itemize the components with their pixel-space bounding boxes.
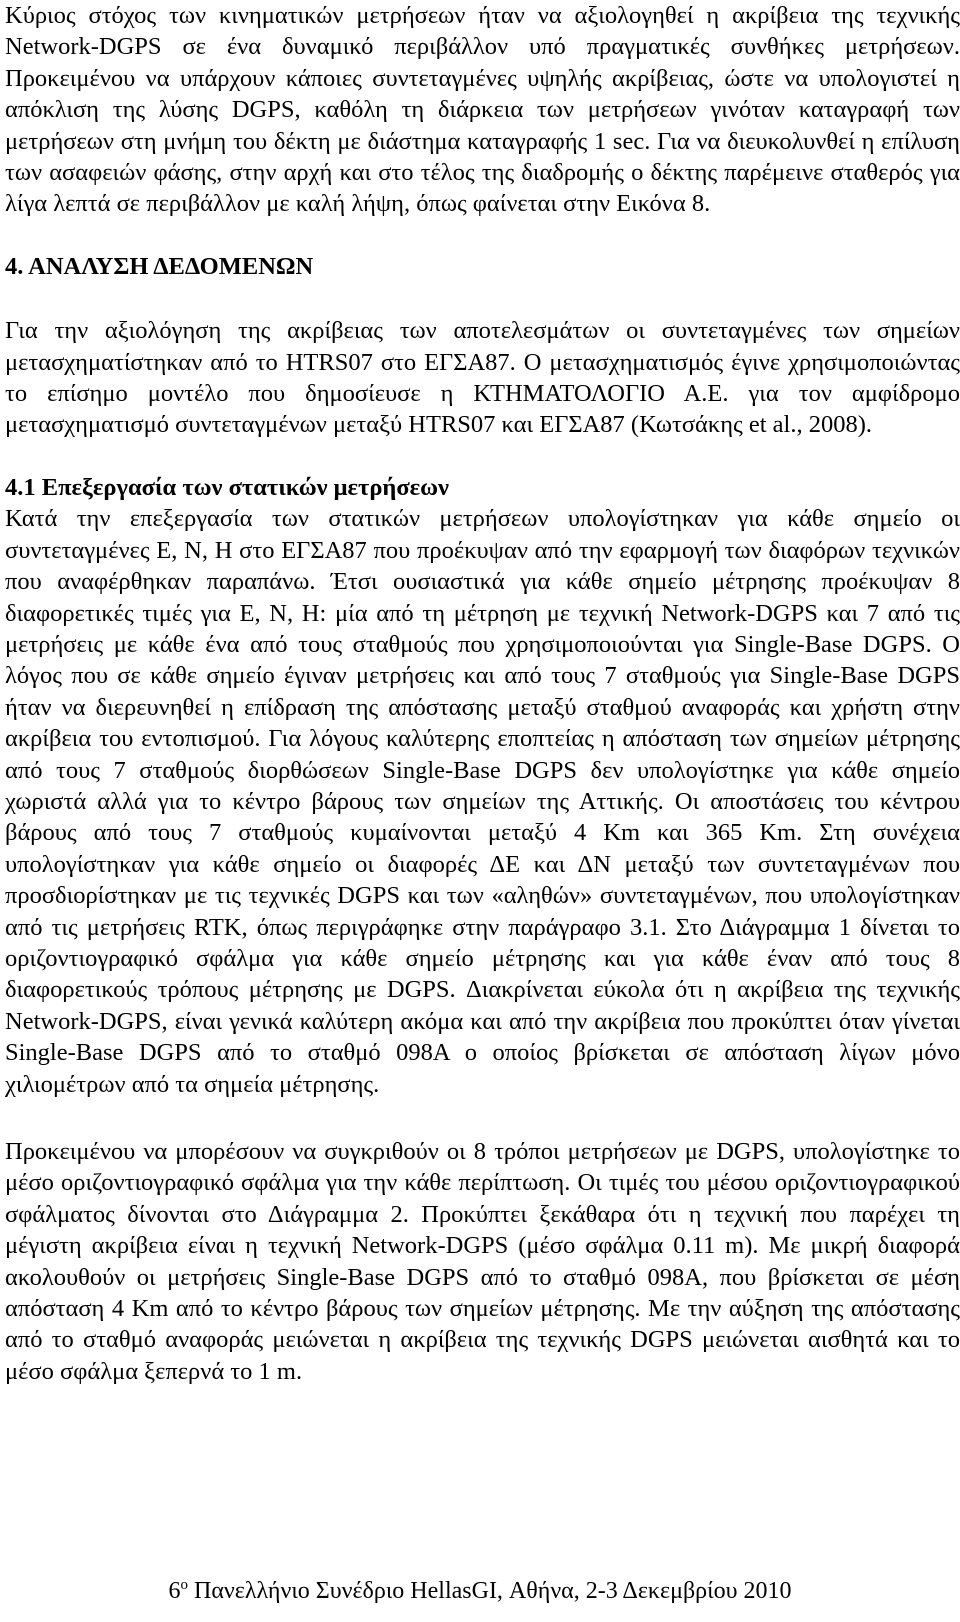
section-4-heading: 4. ΑΝΑΛΥΣΗ ΔΕΔΟΜΕΝΩΝ xyxy=(5,252,314,280)
document-body xyxy=(5,0,960,1387)
intro-paragraph: Κύριος στόχος των κινηματικών μετρήσεων ήταν να αξιολογηθεί η ακρίβεια της τεχνικής Network-DGPS σε ένα δυναμικό περιβάλλον υπό πραγματικές συνθήκες μετρήσεων. Προκειμένου να υπάρχουν κάποιες συντεταγμένες υψηλής ακρίβειας, ώστε να υπολογιστεί η απόκλιση της λύσης DGPS, καθόλη τη διάρκεια των μετρήσεων γινόταν καταγραφή των μετρήσεων στη μνήμη του δέκτη με διάστημα καταγραφής 1 sec. Για να διευκολυνθεί η επίλυση των ασαφειών φάσης, στην αρχή και στο τέλος της διαδρομής ο δέκτης παρέμεινε σταθερός για λίγα λεπτά σε περιβάλλον με καλή λήψη, όπως φαίνεται στην Εικόνα 8. xyxy=(5,2,960,218)
section-4-1-paragraph-2: Προκειμένου να μπορέσουν να συγκριθούν οι 8 τρόποι μετρήσεων με DGPS, υπολογίστηκε το μέσο οριζοντιογραφικό σφάλμα για την κάθε περίπτωση. Οι τιμές του μέσου οριζοντιογραφικού σφάλματος δίνονται στο Διάγραμμα 2. Προκύπτει ξεκάθαρα ότι η τεχνική που παρέχει τη μέγιστη ακρίβεια είναι η τεχνική Network-DGPS (μέσο σφάλμα 0.11 m). Με μικρή διαφορά ακολουθούν οι μετρήσεις Single-Base DGPS από το σταθμό 098A, που βρίσκεται σε μέση απόσταση 4 Km από το κέντρο βάρους των σημείων μέτρησης. Με την αύξηση της απόστασης από το σταθμό αναφοράς μειώνεται η ακρίβεια της τεχνικής DGPS μειώνεται αισθητά και το μέσο σφάλμα ξεπερνά το 1 m. xyxy=(5,1138,960,1385)
spacer xyxy=(5,1100,960,1136)
section-4-paragraph: Για την αξιολόγηση της ακρίβειας των αποτελεσμάτων οι συντεταγμένες των σημείων μετασχηματίστηκαν από το HTRS07 στο ΕΓΣΑ87. Ο μετασχηματισμός έγινε χρησιμοποιώντας το επίσημο μοντέλο που δημοσίευσε η ΚΤΗΜΑΤΟΛΟΓΙΟ Α.Ε. για τον αμφίδρομο μετασχηματισμό συντεταγμένων μεταξύ HTRS07 και ΕΓΣΑ87 (Κωτσάκης et al., 2008). xyxy=(5,317,960,439)
spacer xyxy=(5,220,960,251)
page-footer xyxy=(0,1576,960,1606)
spacer xyxy=(5,282,960,315)
footer-text: Πανελλήνιο Συνέδριο HellasGI, Αθήνα, 2-3 Δεκεμβρίου 2010 xyxy=(188,1578,792,1604)
footer-number: 6 xyxy=(168,1578,181,1604)
section-4-1-heading: 4.1 Επεξεργασία των στατικών μετρήσεων xyxy=(5,473,449,501)
spacer xyxy=(5,441,960,472)
section-4-1-paragraph-1: Κατά την επεξεργασία των στατικών μετρήσεων υπολογίστηκαν για κάθε σημείο οι συντεταγμένες E, N, H στο ΕΓΣΑ87 που προέκυψαν από την εφαρμογή των διαφόρων τεχνικών που αναφέρθηκαν παραπάνω. Έτσι ουσιαστικά για κάθε σημείο μέτρησης προέκυψαν 8 διαφορετικές τιμές για E, N, H: μία από τη μέτρηση με τεχνική Network-DGPS και 7 από τις μετρήσεις με κάθε ένα από τους σταθμούς που χρησιμοποιούνται για Single-Base DGPS. Ο λόγος που σε κάθε σημείο έγιναν μετρήσεις και από τους 7 σταθμούς για Single-Base DGPS ήταν να διερευνηθεί η επίδραση της απόστασης μεταξύ σταθμού αναφοράς και χρήστη στην ακρίβεια του εντοπισμού. Για λόγους καλύτερης εποπτείας η απόσταση των σημείων μέτρησης από τους 7 σταθμούς διορθώσεων Single-Base DGPS δεν υπολογίστηκε για κάθε σημείο χωριστά αλλά για το κέντρο βάρους των σημείων της Αττικής. Οι αποστάσεις του κέντρου βάρους από τους 7 σταθμούς κυμαίνονται μεταξύ 4 Km και 365 Km. Στη συνέχεια υπολογίστηκαν για κάθε σημείο οι διαφορές ΔΕ και ΔΝ μεταξύ των συντεταγμένων που προσδιορίστηκαν με τις τεχνικές DGPS και των «αληθών» συντεταγμένων, που υπολογίστηκαν από τις μετρήσεις RTK, όπως περιγράφηκε στην παράγραφο 3.1. Στο Διάγραμμα 1 δίνεται το οριζοντιογραφικό σφάλμα για κάθε σημείο μέτρησης και για κάθε έναν από τους 8 διαφορετικούς τρόπους μέτρησης με DGPS. Διακρίνεται εύκολα ότι η ακρίβεια της τεχνικής Network-DGPS, είναι γενικά καλύτερη ακόμα και από την ακρίβεια που προκύπτει όταν γίνεται Single-Base DGPS από το σταθμό 098A ο οποίος βρίσκεται σε απόσταση λίγων μόνο χιλιομέτρων από τα σημεία μέτρησης. xyxy=(5,505,960,1098)
footer-superscript: ο xyxy=(180,1577,189,1593)
